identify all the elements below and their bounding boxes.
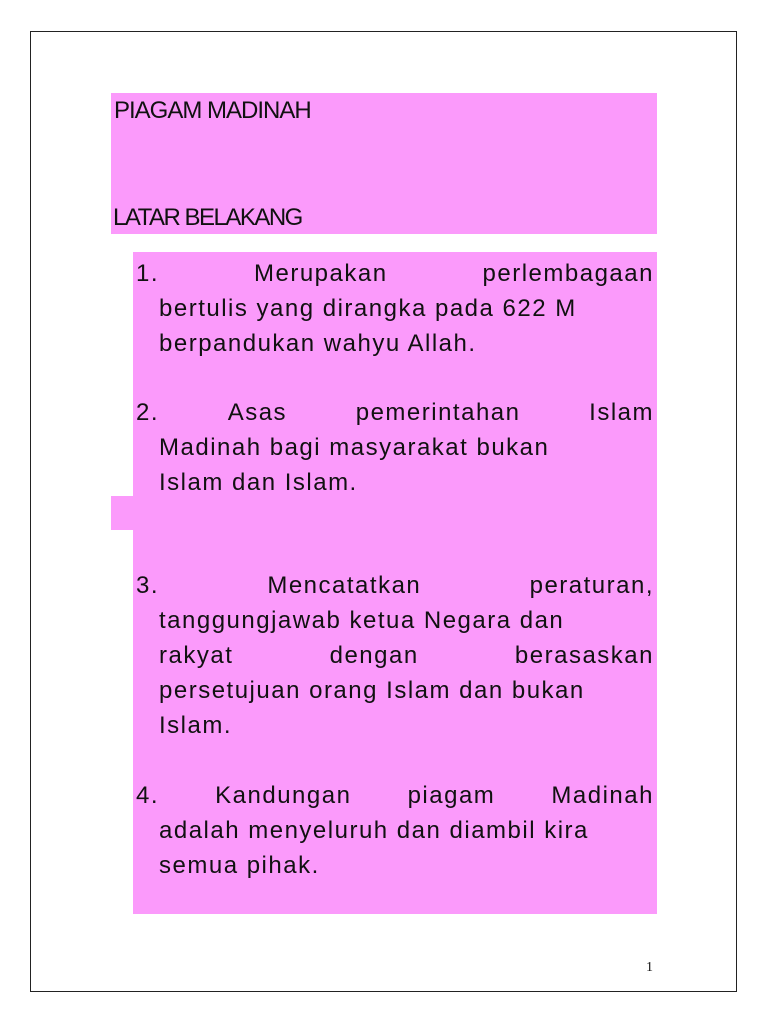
point-3-line-2: tanggungjawab ketua Negara dan xyxy=(159,607,565,634)
point-3-line-4: persetujuan orang Islam dan bukan xyxy=(159,677,585,704)
point-4 xyxy=(136,778,654,883)
point-4-line-2: adalah menyeluruh dan diambil kira xyxy=(159,817,589,844)
point-number: 3. xyxy=(136,572,160,599)
point-2-line-1 xyxy=(136,395,654,430)
point-word: dengan xyxy=(329,642,419,669)
point-number: 2. xyxy=(136,399,160,426)
point-3 xyxy=(136,568,654,743)
point-2 xyxy=(136,395,654,500)
point-word: piagam xyxy=(407,782,496,809)
point-number: 4. xyxy=(136,782,160,809)
point-1-line-2: bertulis yang dirangka pada 622 M xyxy=(159,295,577,322)
point-3-line-3 xyxy=(136,638,654,673)
point-word: Madinah xyxy=(551,782,654,809)
point-word: Merupakan xyxy=(253,260,388,287)
document-title: PIAGAM MADINAH xyxy=(114,97,311,124)
point-word: perlembagaan xyxy=(482,260,654,287)
point-4-line-1 xyxy=(136,778,654,813)
point-1 xyxy=(136,256,654,361)
point-3-line-1 xyxy=(136,568,654,603)
point-word: Mencatatkan xyxy=(267,572,422,599)
section-heading: LATAR BELAKANG xyxy=(113,204,302,231)
point-number: 1. xyxy=(136,260,160,287)
point-2-line-3: Islam dan Islam. xyxy=(159,469,358,496)
page-number: 1 xyxy=(646,960,653,975)
point-word: Asas xyxy=(227,399,288,426)
point-word: berasaskan xyxy=(514,642,654,669)
point-word: peraturan, xyxy=(529,572,654,599)
point-word: Kandungan xyxy=(215,782,352,809)
highlight-tab xyxy=(111,496,135,530)
point-2-line-2: Madinah bagi masyarakat bukan xyxy=(159,434,550,461)
point-word: pemerintahan xyxy=(355,399,521,426)
point-1-line-1 xyxy=(136,256,654,291)
point-1-line-3: berpandukan wahyu Allah. xyxy=(159,330,477,357)
point-4-line-3: semua pihak. xyxy=(159,852,320,879)
point-word: rakyat xyxy=(159,642,234,669)
point-3-line-5: Islam. xyxy=(159,712,233,739)
point-word: Islam xyxy=(589,399,654,426)
